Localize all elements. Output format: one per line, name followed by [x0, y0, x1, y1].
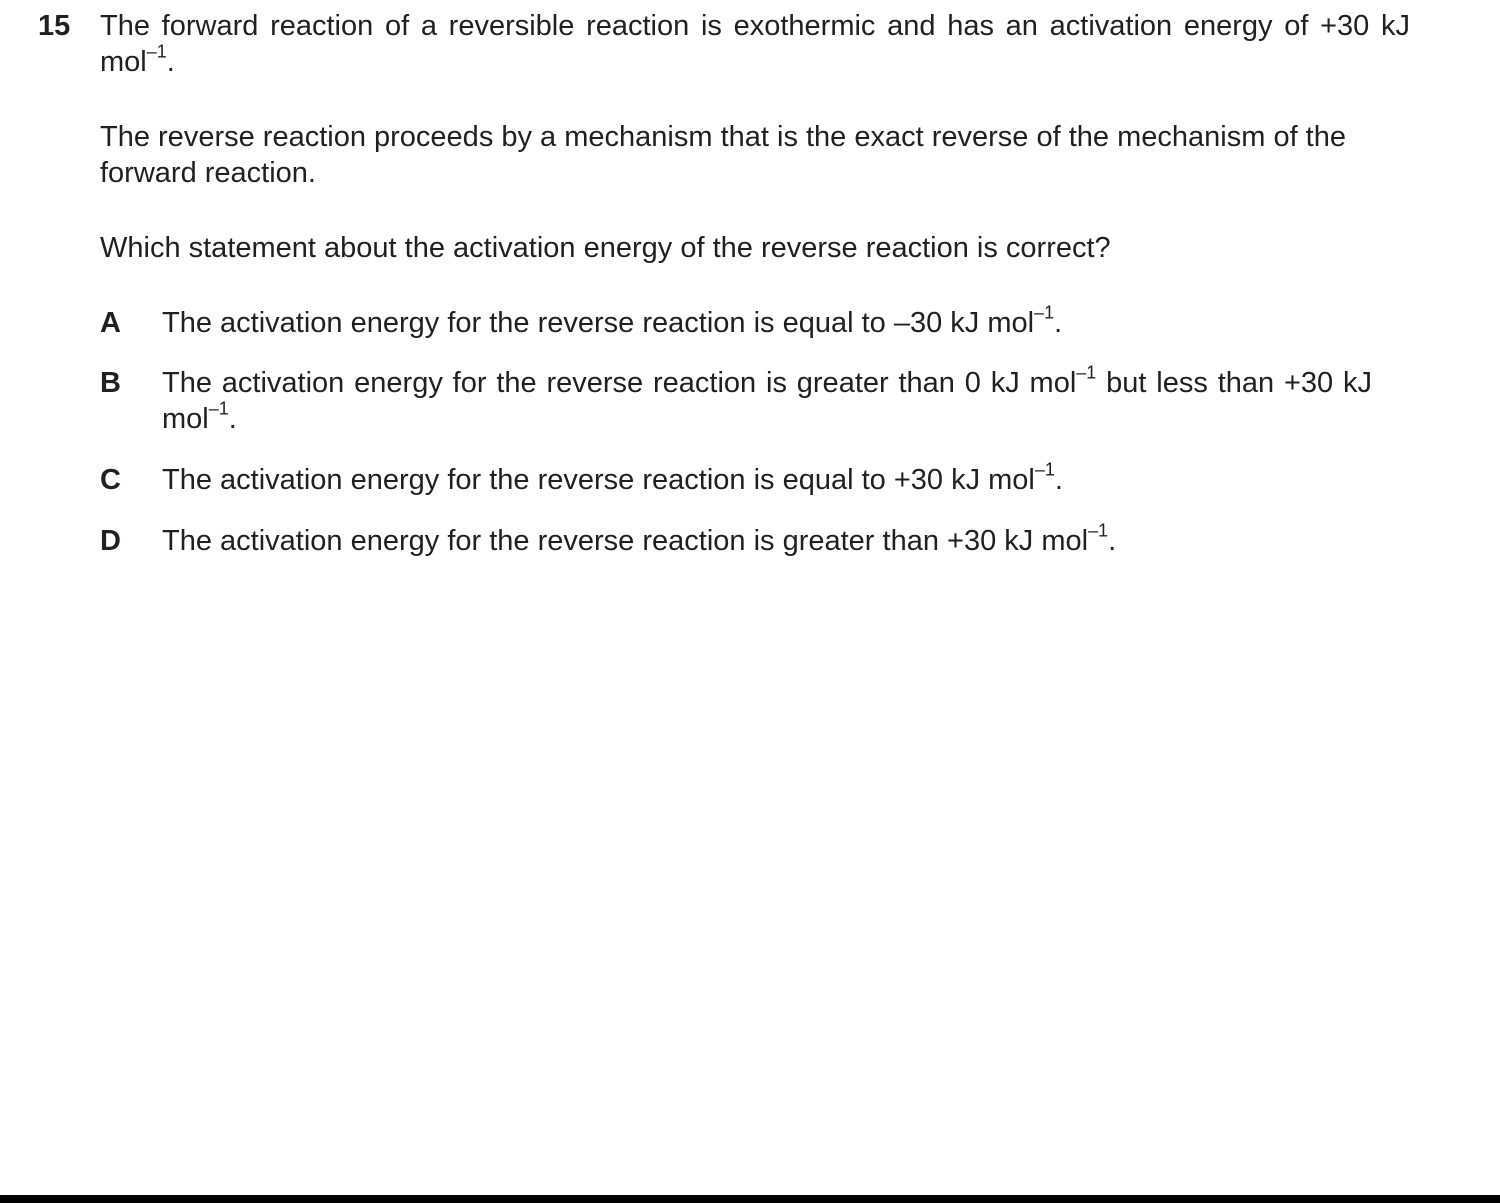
option-b-superscript-2: –1 [208, 398, 229, 419]
option-a-text [162, 302, 1372, 341]
option-c-text [162, 459, 1372, 498]
option-b-letter: B [100, 367, 121, 399]
page-footer-bar [0, 1195, 1500, 1203]
question-number: 15 [38, 10, 71, 42]
option-b-end: . [228, 403, 237, 435]
option-d-end: . [1108, 525, 1117, 557]
option-b-body-part2: but less than +30 kJ mol [162, 367, 1373, 435]
option-d-body: The activation energy for the reverse reaction is greater than +30 kJ mol [162, 525, 1089, 557]
option-d-text [162, 520, 1372, 559]
question-intro-end: . [166, 46, 175, 78]
question-intro-text: The forward reaction of a reversible reaction is exothermic and has an activation energy of +30 kJ mol [100, 10, 1410, 78]
option-a-letter: A [100, 307, 121, 339]
option-d-letter: D [100, 525, 121, 557]
option-a-end: . [1054, 307, 1063, 339]
option-c-body: The activation energy for the reverse reaction is equal to +30 kJ mol [162, 464, 1035, 496]
question-intro [100, 8, 1410, 80]
question-prompt: Which statement about the activation energy of the reverse reaction is correct? [100, 232, 1111, 264]
option-c-end: . [1054, 464, 1063, 496]
option-b-superscript-1: –1 [1076, 362, 1097, 383]
question-mechanism-statement: The reverse reaction proceeds by a mechanism that is the exact reverse of the mechanism of the forward reaction. [100, 121, 1346, 189]
option-b-body-part1: The activation energy for the reverse reaction is greater than 0 kJ mol [162, 367, 1077, 399]
question-intro-superscript: –1 [146, 41, 167, 62]
option-a-body: The activation energy for the reverse reaction is equal to –30 kJ mol [162, 307, 1035, 339]
option-b-text [162, 362, 1373, 437]
option-c-superscript: –1 [1034, 459, 1055, 480]
option-d-superscript: –1 [1088, 520, 1109, 541]
option-a-superscript: –1 [1034, 302, 1055, 323]
option-c-letter: C [100, 464, 121, 496]
